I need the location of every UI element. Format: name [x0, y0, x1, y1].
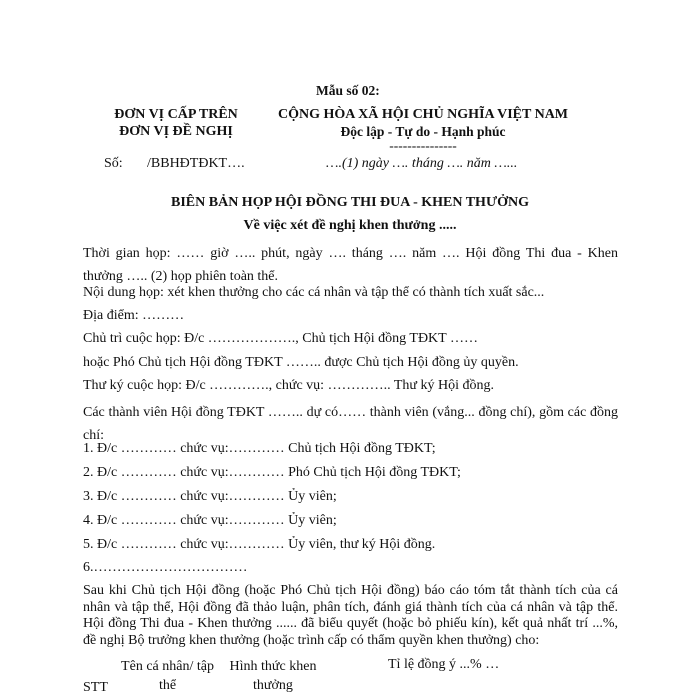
member-item: 5. Đ/c ………… chức vụ:………… Ủy viên, thư ký Hội đồng. — [83, 537, 436, 552]
table-header-approval-rate: Tỉ lệ đồng ý ...% … — [388, 657, 500, 672]
member-item: 1. Đ/c ………… chức vụ:………… Chủ tịch Hội đồng TĐKT; — [83, 441, 436, 456]
country-name: CỘNG HÒA XÃ HỘI CHỦ NGHĨA VIỆT NAM — [278, 107, 569, 122]
meeting-location-line: Địa điểm: ……… — [83, 308, 185, 323]
date-line: ….(1) ngày …. tháng …. năm …... — [326, 156, 518, 171]
document-subtitle: Về việc xét đề nghị khen thưởng ..... — [243, 218, 457, 233]
table-header-award-type: Hình thức khen thưởng — [229, 659, 317, 693]
member-item: 4. Đ/c ………… chức vụ:………… Ủy viên; — [83, 513, 337, 528]
member-item: 2. Đ/c ………… chức vụ:………… Phó Chủ tịch Hội đồng TĐKT; — [83, 465, 461, 480]
proposing-unit-label: ĐƠN VỊ ĐỀ NGHỊ — [119, 124, 233, 139]
vice-chair-line: hoặc Phó Chủ tịch Hội đồng TĐKT …….. được Chủ tịch Hội đồng ủy quyền. — [83, 355, 519, 370]
header-separator: --------------- — [389, 138, 457, 153]
national-motto: Độc lập - Tự do - Hạnh phúc — [340, 124, 506, 139]
secretary-line: Thư ký cuộc họp: Đ/c …………., chức vụ: ………….. Thư ký Hội đồng. — [83, 378, 494, 393]
document-title: BIÊN BẢN HỌP HỘI ĐỒNG THI ĐUA - KHEN THƯỞNG — [171, 195, 529, 210]
member-item: 3. Đ/c ………… chức vụ:………… Ủy viên; — [83, 489, 337, 504]
member-item: 6.…………………………… — [83, 560, 248, 575]
summary-paragraph: Sau khi Chủ tịch Hội đồng (hoặc Phó Chủ tịch Hội đồng) báo cáo tóm tắt thành tích của cá nhân và tập thể, Hội đồng đã thảo luận, phân tích, đánh giá thành tích của cá nhân và tập thể. Hội đồng Thi đua - Khen thưởng ...... đã biểu quyết (hoặc bỏ phiếu kín), kết quả nhất trí ...%, đề nghị Bộ trưởng khen thưởng (hoặc trình cấp có thẩm quyền khen thưởng) cho: — [83, 583, 618, 648]
meeting-time-paragraph: Thời gian họp: …… giờ ….. phút, ngày …. tháng …. năm …. Hội đồng Thi đua - Khen thưởng ….. (2) họp phiên toàn thể. — [83, 246, 618, 284]
table-header-name: Tên cá nhân/ tập thể — [121, 659, 214, 693]
document-number-code: /BBHĐTĐKT…. — [147, 156, 245, 171]
members-paragraph: Các thành viên Hội đồng TĐKT …….. dự có…… thành viên (vắng... đồng chí), gồm các đồng chí: — [83, 405, 618, 443]
meeting-content-line: Nội dung họp: xét khen thưởng cho các cá nhân và tập thể có thành tích xuất sắc... — [83, 285, 545, 300]
document-number-label: Số: — [104, 156, 123, 171]
form-label: Mẫu số 02: — [316, 83, 380, 98]
superior-unit-label: ĐƠN VỊ CẤP TRÊN — [114, 107, 238, 122]
table-header-stt: STT — [83, 680, 108, 695]
meeting-chair-line: Chủ trì cuộc họp: Đ/c ………………., Chủ tịch Hội đồng TĐKT …… — [83, 331, 478, 346]
